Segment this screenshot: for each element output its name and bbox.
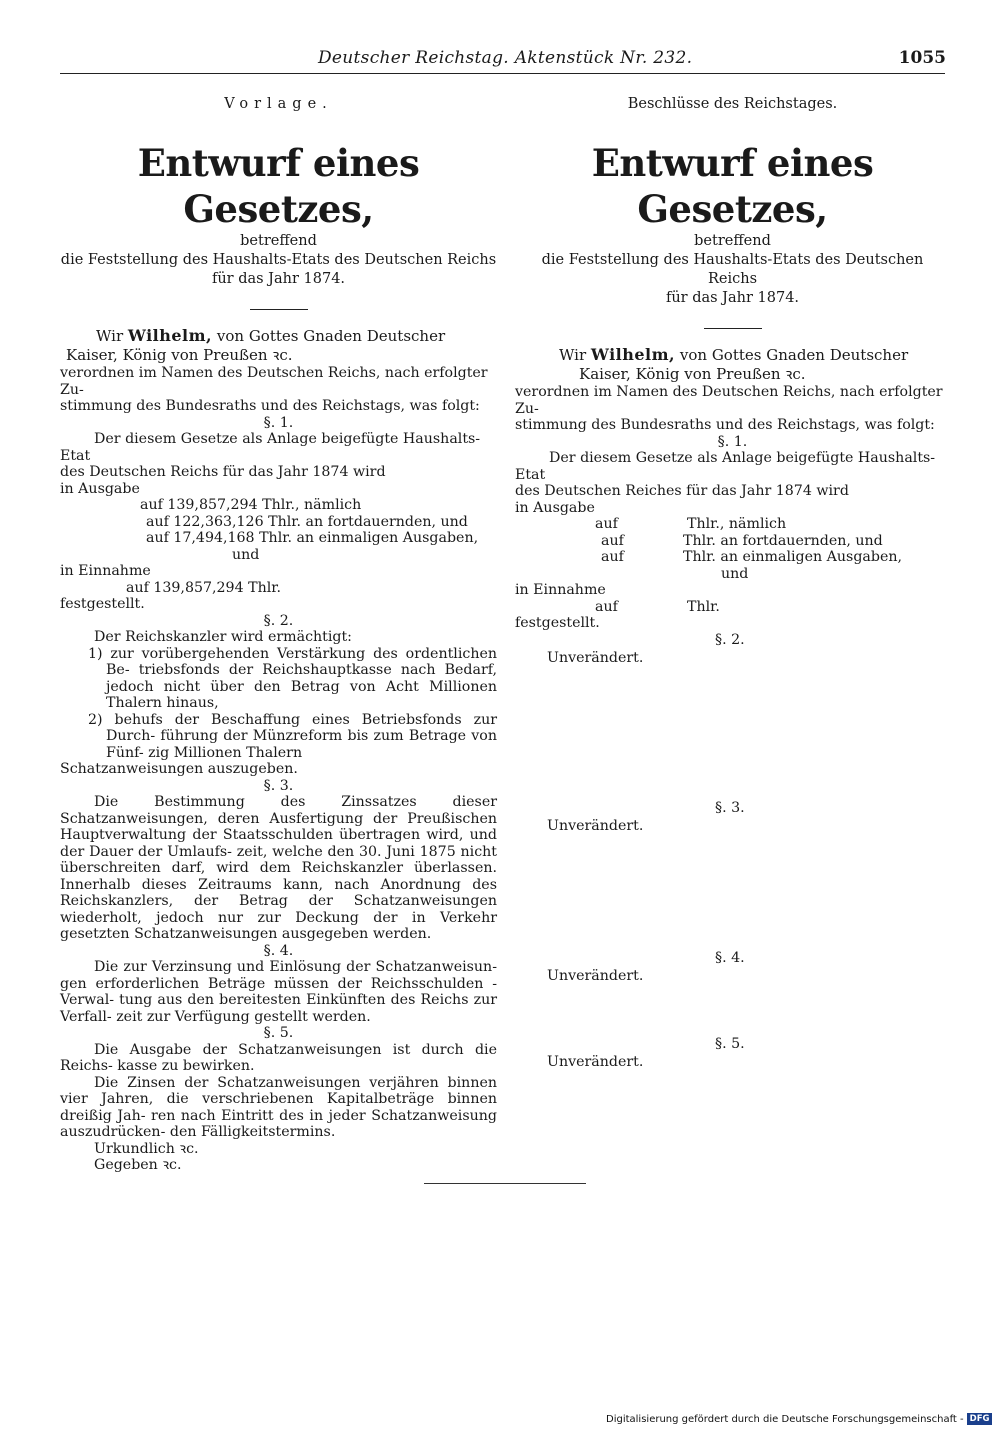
left-s1-line-9: auf 139,857,294 Thlr. xyxy=(126,579,281,596)
left-gegeben: Gegeben ꝛc. xyxy=(94,1157,182,1173)
left-urkundlich: Urkundlich ꝛc. xyxy=(94,1140,199,1157)
left-subtitle-3: für das Jahr 1874. xyxy=(211,271,346,287)
left-kaiser: Kaiser, König von Preußen ꝛc. xyxy=(66,346,293,364)
right-kaiser: Kaiser, König von Preußen ꝛc. xyxy=(579,365,806,383)
right-section-3: §. 3. xyxy=(715,799,745,816)
right-s2-unchanged: Unverändert. xyxy=(547,649,644,666)
left-section-4: §. 4. xyxy=(263,942,294,959)
right-section-1: §. 1. xyxy=(717,433,748,450)
emperor-name: Wilhelm, xyxy=(127,326,213,345)
right-subtitle-3: für das Jahr 1874. xyxy=(665,290,800,306)
left-s1-line-7: und xyxy=(232,546,260,563)
right-s5-unchanged: Unverändert. xyxy=(547,1053,644,1070)
left-s1-line-10: festgestellt. xyxy=(60,596,145,612)
left-verordnen-1: verordnen im Namen des Deutschen Reichs, nach erfolgter Zu- xyxy=(60,365,488,398)
right-column-label: Beschlüsse des Reichstages. xyxy=(627,96,838,112)
right-s1-line-2: des Deutschen Reiches für das Jahr 1874 wird xyxy=(515,483,849,499)
right-s1-line-1: Der diesem Gesetze als Anlage beigefügte Haushalts-Etat xyxy=(515,450,936,483)
left-s1-line-5: auf 122,363,126 Thlr. an fortdauernden, und xyxy=(146,513,468,530)
left-s4-text: Die zur Verzinsung und Einlösung der Schatzanweisun- gen erforderlichen Beträge müssen der Reichsschulden - Verwal- tung aus den bereitesten Einkünften des Reichs zur Verfall- zeit zur Verfügung gestellt werden. xyxy=(60,959,497,1025)
right-s1-und: und xyxy=(721,565,749,582)
left-subtitle-2: die Feststellung des Haushalts-Etats des Deutschen Reichs xyxy=(60,252,497,268)
left-s1-line-4: auf 139,857,294 Thlr., nämlich xyxy=(140,497,362,513)
right-preamble: Wir Wilhelm, von Gottes Gnaden Deutscher xyxy=(559,345,909,364)
right-s1-line-8: in Einnahme xyxy=(515,582,606,598)
page-number: 1055 xyxy=(898,48,946,68)
left-title-rule xyxy=(250,309,308,310)
left-s2-item-1: 1) zur vorübergehenden Verstärkung des ordentlichen Be- triebsfonds der Reichshauptkasse nach Bedarf, jedoch nicht über den Betrag von Acht Millionen Thalern hinaus, xyxy=(88,645,497,711)
running-title: Deutscher Reichstag. Aktenstück Nr. 232. xyxy=(318,48,693,68)
emperor-name: Wilhelm, xyxy=(590,345,676,364)
right-s1-row-2: auf Thlr. an fortdauernden, und xyxy=(601,532,883,549)
left-s1-line-3: in Ausgabe xyxy=(60,480,140,497)
left-verordnen-2: stimmung des Bundesraths und des Reichstags, was folgt: xyxy=(60,398,480,414)
right-section-5: §. 5. xyxy=(715,1035,745,1052)
left-s5-text-2: Die Zinsen der Schatzanweisungen verjähren binnen vier Jahren, die verschriebenen Kapitalbeträge binnen dreißig Jah- ren nach Eintritt des in jeder Schatzanweisung auszudrücken- den Fälligkeitstermins. xyxy=(60,1074,497,1140)
dfg-logo: DFG xyxy=(967,1413,993,1425)
right-subtitle-2: die Feststellung des Haushalts-Etats des Deutschen Reichs xyxy=(541,252,924,287)
right-column xyxy=(515,96,950,1192)
left-s5-text-1: Die Ausgabe der Schatzanweisungen ist durch die Reichs- kasse zu bewirken. xyxy=(60,1041,497,1074)
footer-text: Digitalisierung gefördert durch die Deutsche Forschungsgemeinschaft - xyxy=(606,1414,964,1425)
right-s1-row-4: auf Thlr. xyxy=(595,598,720,615)
digitization-footer xyxy=(606,1413,992,1425)
left-s1-line-2: des Deutschen Reichs für das Jahr 1874 wird xyxy=(60,464,386,480)
left-section-1: §. 1. xyxy=(263,414,294,431)
right-verordnen-2: stimmung des Bundesraths und des Reichstags, was folgt: xyxy=(515,417,935,433)
left-s2-line-1: Der Reichskanzler wird ermächtigt: xyxy=(94,629,352,645)
left-section-5: §. 5. xyxy=(263,1025,294,1041)
right-unchanged-sections xyxy=(515,632,950,1192)
right-section-2: §. 2. xyxy=(715,631,745,648)
left-section-2: §. 2. xyxy=(263,612,294,629)
right-s1-row-1: auf Thlr., nämlich xyxy=(595,516,787,532)
left-title: Entwurf eines Gesetzes, xyxy=(137,141,420,231)
left-preamble: Wir Wilhelm, von Gottes Gnaden Deutscher xyxy=(96,326,446,345)
right-title-rule xyxy=(704,328,762,329)
header-rule xyxy=(60,73,945,74)
running-header xyxy=(300,48,946,74)
closing-rule xyxy=(424,1183,586,1184)
left-section-3: §. 3. xyxy=(263,777,294,794)
right-subtitle-1: betreffend xyxy=(694,233,771,249)
left-s1-line-8: in Einnahme xyxy=(60,563,151,579)
right-title: Entwurf eines Gesetzes, xyxy=(591,141,874,231)
right-s4-unchanged: Unverändert. xyxy=(547,967,644,984)
right-s3-unchanged: Unverändert. xyxy=(547,817,644,834)
left-s1-line-6: auf 17,494,168 Thlr. an einmaligen Ausgaben, xyxy=(146,530,479,546)
left-subtitle-1: betreffend xyxy=(240,233,317,249)
left-column-label: Vorlage. xyxy=(224,96,333,112)
right-s1-line-3: in Ausgabe xyxy=(515,499,595,516)
left-s2-item-2: 2) behufs der Beschaffung eines Betriebsfonds zur Durch- führung der Münzreform bis zum Betrage von Fünf- zig Millionen Thalern xyxy=(88,711,497,761)
left-s1-line-1: Der diesem Gesetze als Anlage beigefügte Haushalts-Etat xyxy=(60,431,481,464)
left-column xyxy=(60,96,497,1174)
right-s1-line-10: festgestellt. xyxy=(515,615,600,631)
right-section-4: §. 4. xyxy=(715,949,745,966)
right-verordnen-1: verordnen im Namen des Deutschen Reichs, nach erfolgter Zu- xyxy=(515,384,943,417)
right-s1-row-3: auf Thlr. an einmaligen Ausgaben, xyxy=(601,549,902,565)
left-s2-line-2: Schatzanweisungen auszugeben. xyxy=(60,761,298,777)
left-s3-text: Die Bestimmung des Zinssatzes dieser Schatzanweisungen, deren Ausfertigung der Preußischen Hauptverwaltung der Staatsschulden übertragen wird, und der Dauer der Umlaufs- zeit, welche den 30. Juni 1875 nicht überschreiten darf, wird dem Reichskanzler überlassen. Innerhalb dieses Zeitraums kann, nach Anordnung des Reichskanzlers, der Betrag der Schatzanweisungen wiederholt, jedoch nur zur Deckung der in Verkehr gesetzten Schatzanweisungen ausgegeben werden. xyxy=(60,794,497,942)
